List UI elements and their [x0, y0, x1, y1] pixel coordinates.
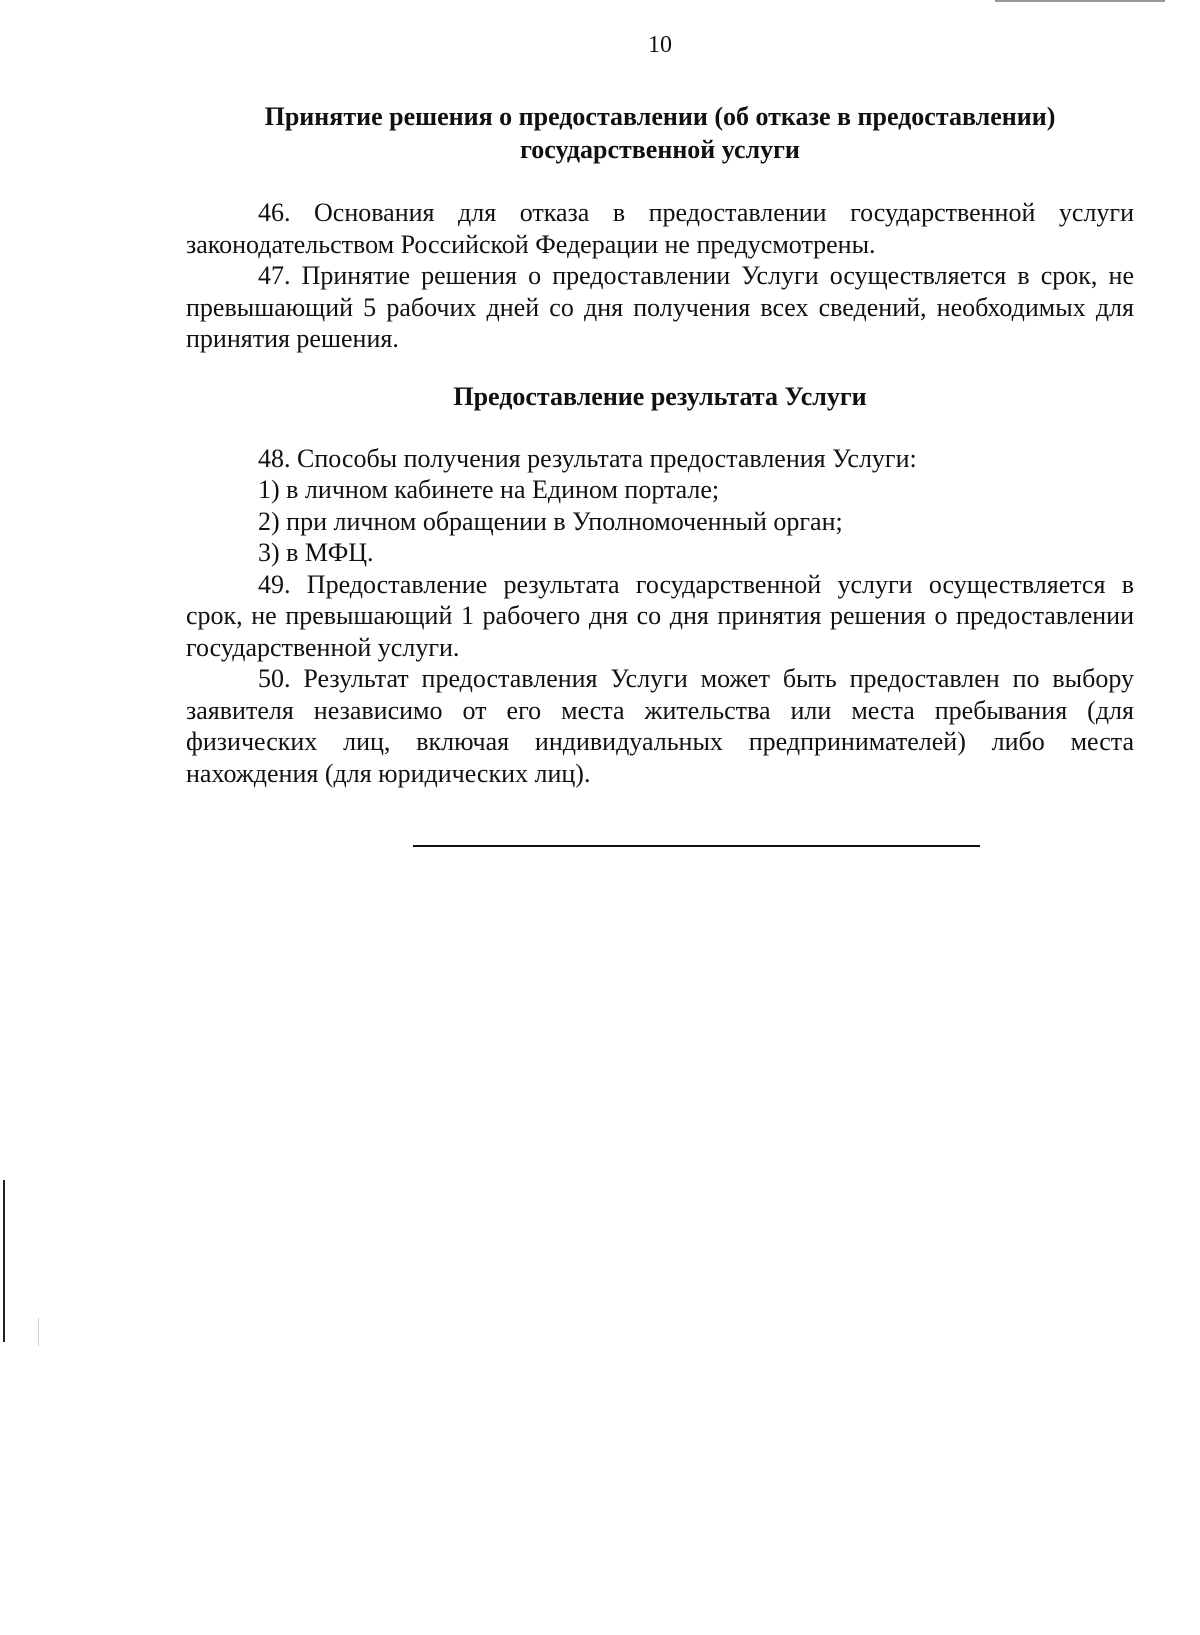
- scan-edge-line: [995, 0, 1165, 2]
- list-item-3: 3) в МФЦ.: [258, 538, 374, 567]
- paragraph-50: 50. Результат предоставления Услуги может быть предоставлен по выбору заявителя независимо от его места жительства или места пребывания (для физических лиц, включая индивидуальных предпринимателей) либо места нахождения (для юридических лиц).: [186, 664, 1134, 788]
- paragraph-46: 46. Основания для отказа в предоставлении государственной услуги законодательством Российской Федерации не предусмотрены.: [186, 198, 1134, 259]
- scan-margin-mark: [3, 1180, 5, 1342]
- list-item-1: 1) в личном кабинете на Едином портале;: [258, 475, 720, 504]
- paragraph-48: 48. Способы получения результата предоставления Услуги:: [258, 443, 917, 473]
- end-of-text-rule: [413, 845, 980, 847]
- section-heading-result: Предоставление результата Услуги: [453, 381, 867, 411]
- list-item-2: 2) при личном обращении в Уполномоченный орган;: [258, 506, 843, 536]
- paragraph-47: 47. Принятие решения о предоставлении Услуги осуществляется в срок, не превышающий 5 рабочих дней со дня получения всех сведений, необходимых для принятия решения.: [186, 261, 1134, 353]
- page-number: 10: [648, 32, 672, 58]
- paragraph-49: 49. Предоставление результата государственной услуги осуществляется в срок, не превышающий 1 рабочего дня со дня принятия решения о предоставлении государственной услуги.: [186, 569, 1134, 662]
- section-heading-decision: Принятие решения о предоставлении (об отказе в предоставлении) государственной услуги: [264, 102, 1056, 164]
- scan-margin-mark-faint: [38, 1318, 39, 1346]
- document-body: [186, 100, 1134, 789]
